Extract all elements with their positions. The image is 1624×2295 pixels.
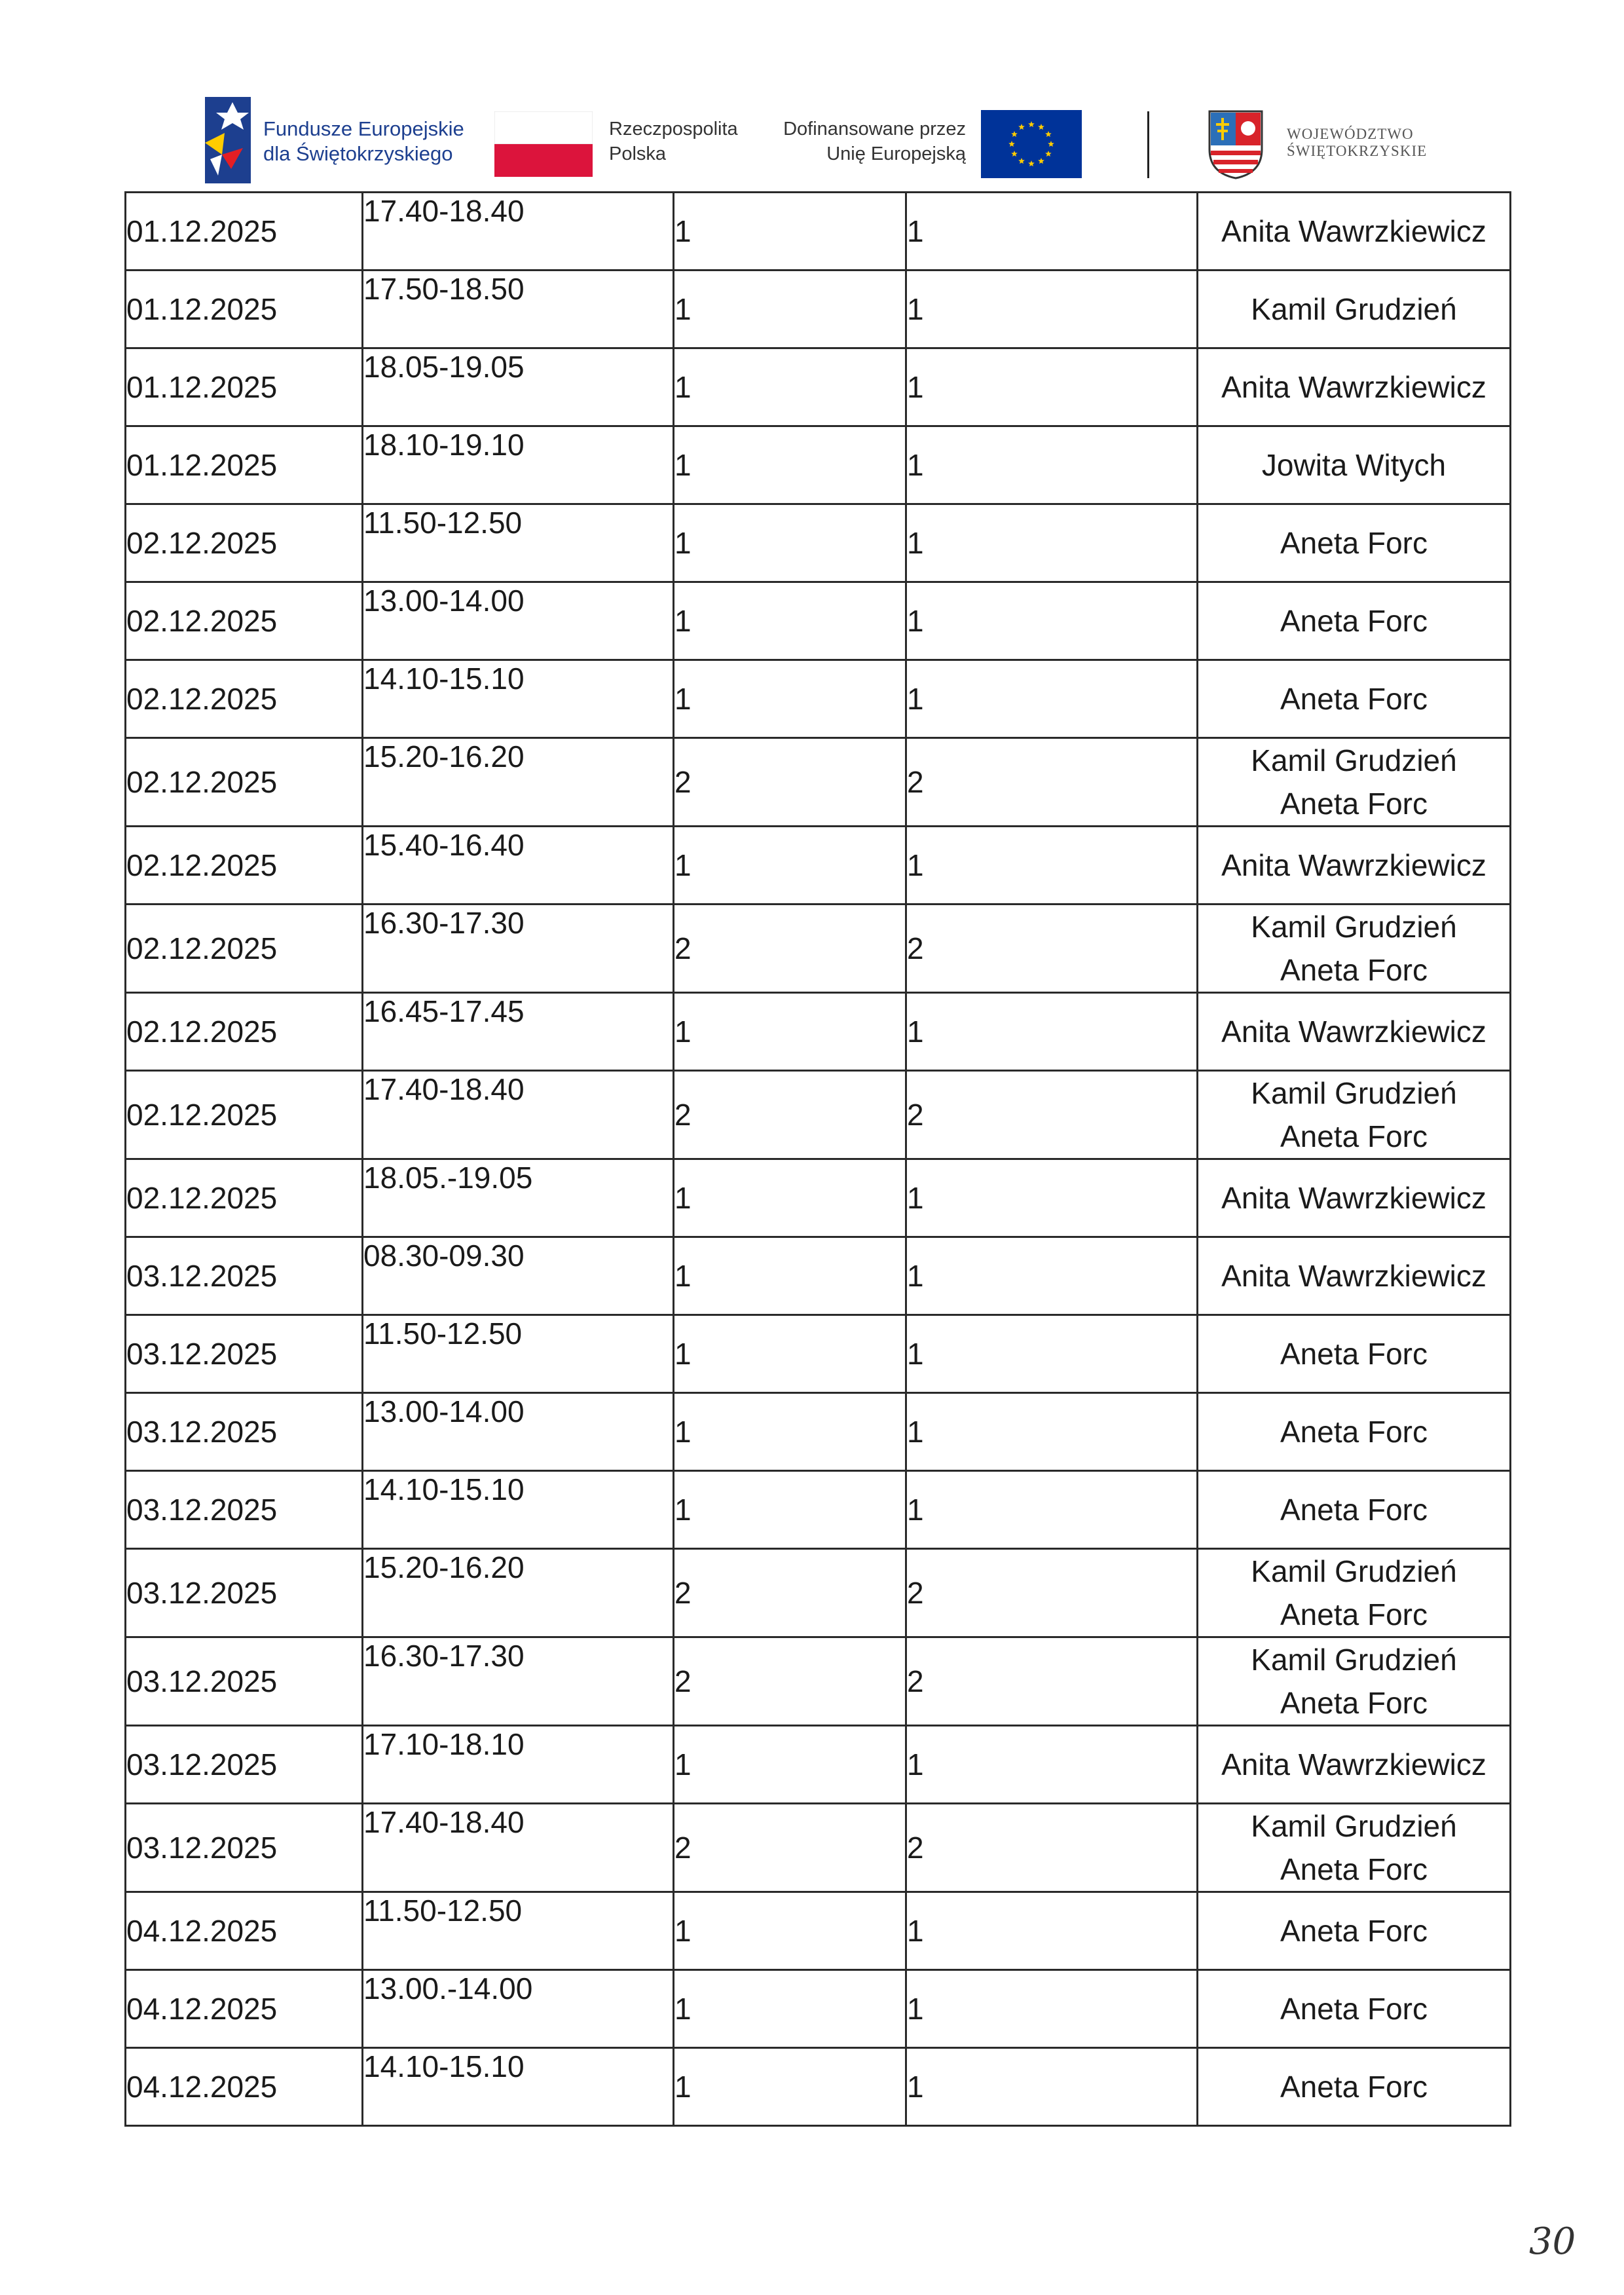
table-row xyxy=(126,1726,1511,1804)
count-a-cell: 1 xyxy=(674,193,906,271)
date-cell: 01.12.2025 xyxy=(126,193,363,271)
count-b-cell: 2 xyxy=(906,738,1198,827)
wojewodztwo-text xyxy=(1287,126,1427,160)
count-b-cell: 1 xyxy=(906,504,1198,582)
person-cell xyxy=(1198,1726,1511,1804)
count-a-cell: 1 xyxy=(674,582,906,660)
date-cell: 04.12.2025 xyxy=(126,1970,363,2048)
table-row xyxy=(126,1393,1511,1471)
count-a-cell: 1 xyxy=(674,1237,906,1315)
table-row xyxy=(126,2048,1511,2126)
person-name: Kamil Grudzień xyxy=(1251,292,1457,326)
person-cell xyxy=(1198,827,1511,905)
count-a-cell: 1 xyxy=(674,426,906,504)
count-b-cell: 1 xyxy=(906,1237,1198,1315)
time-cell: 11.50-12.50 xyxy=(363,1315,674,1393)
eu-line2: Unię Europejską xyxy=(826,143,966,164)
time-cell: 15.20-16.20 xyxy=(363,738,674,827)
person-cell xyxy=(1198,426,1511,504)
count-b-cell: 1 xyxy=(906,1726,1198,1804)
date-cell: 02.12.2025 xyxy=(126,1159,363,1237)
count-a-cell: 2 xyxy=(674,1549,906,1637)
table-row xyxy=(126,1549,1511,1637)
time-cell: 16.45-17.45 xyxy=(363,993,674,1071)
count-b-cell: 1 xyxy=(906,827,1198,905)
person-name: Aneta Forc xyxy=(1280,604,1428,638)
count-a-cell: 1 xyxy=(674,1726,906,1804)
date-cell: 02.12.2025 xyxy=(126,1071,363,1159)
page-number: 30 xyxy=(1529,2220,1576,2263)
count-a-cell: 2 xyxy=(674,905,906,993)
date-cell: 01.12.2025 xyxy=(126,271,363,348)
date-cell: 02.12.2025 xyxy=(126,582,363,660)
time-cell: 14.10-15.10 xyxy=(363,1471,674,1549)
time-cell: 13.00-14.00 xyxy=(363,582,674,660)
time-cell: 13.00-14.00 xyxy=(363,1393,674,1471)
count-b-cell: 1 xyxy=(906,348,1198,426)
person-cell xyxy=(1198,193,1511,271)
polish-flag-icon xyxy=(494,111,593,177)
person-name: Aneta Forc xyxy=(1280,1493,1428,1527)
count-a-cell: 2 xyxy=(674,1071,906,1159)
person-cell xyxy=(1198,1159,1511,1237)
count-b-cell: 2 xyxy=(906,1549,1198,1637)
date-cell: 03.12.2025 xyxy=(126,1393,363,1471)
person-name: Kamil Grudzień xyxy=(1251,1809,1457,1843)
count-a-cell: 2 xyxy=(674,738,906,827)
count-b-cell: 1 xyxy=(906,1471,1198,1549)
person-cell xyxy=(1198,504,1511,582)
time-cell: 13.00.-14.00 xyxy=(363,1970,674,2048)
person-name: Jowita Witych xyxy=(1261,448,1447,482)
schedule-table xyxy=(124,191,1511,2127)
count-b-cell: 1 xyxy=(906,1892,1198,1970)
count-b-cell: 2 xyxy=(906,1804,1198,1892)
person-cell xyxy=(1198,1970,1511,2048)
time-cell: 11.50-12.50 xyxy=(363,504,674,582)
fe-line2: dla Świętokrzyskiego xyxy=(263,142,453,165)
time-cell: 17.40-18.40 xyxy=(363,193,674,271)
person-name: Aneta Forc xyxy=(1280,1119,1428,1153)
time-cell: 08.30-09.30 xyxy=(363,1237,674,1315)
count-a-cell: 1 xyxy=(674,993,906,1071)
table-row xyxy=(126,1637,1511,1726)
person-name: Anita Wawrzkiewicz xyxy=(1221,1015,1486,1049)
person-cell xyxy=(1198,1892,1511,1970)
date-cell: 02.12.2025 xyxy=(126,827,363,905)
person-cell xyxy=(1198,1071,1511,1159)
eu-flag-icon xyxy=(981,110,1082,178)
schedule-rows xyxy=(126,193,1511,2126)
time-cell: 18.05-19.05 xyxy=(363,348,674,426)
table-row xyxy=(126,1804,1511,1892)
date-cell: 03.12.2025 xyxy=(126,1237,363,1315)
rzeczpospolita-text xyxy=(609,117,738,166)
time-cell: 16.30-17.30 xyxy=(363,1637,674,1726)
table-row xyxy=(126,1071,1511,1159)
person-name: Anita Wawrzkiewicz xyxy=(1221,1259,1486,1293)
person-cell xyxy=(1198,1471,1511,1549)
person-name: Kamil Grudzień xyxy=(1251,743,1457,777)
date-cell: 03.12.2025 xyxy=(126,1315,363,1393)
person-name: Kamil Grudzień xyxy=(1251,1643,1457,1677)
person-name: Aneta Forc xyxy=(1280,1686,1428,1720)
time-cell: 15.40-16.40 xyxy=(363,827,674,905)
count-b-cell: 1 xyxy=(906,1315,1198,1393)
date-cell: 02.12.2025 xyxy=(126,504,363,582)
count-a-cell: 1 xyxy=(674,660,906,738)
count-a-cell: 1 xyxy=(674,1970,906,2048)
count-b-cell: 1 xyxy=(906,2048,1198,2126)
count-a-cell: 1 xyxy=(674,1315,906,1393)
pl-line1: Rzeczpospolita xyxy=(609,119,738,140)
count-b-cell: 1 xyxy=(906,1970,1198,2048)
person-name: Aneta Forc xyxy=(1280,787,1428,821)
table-row xyxy=(126,1159,1511,1237)
person-cell xyxy=(1198,2048,1511,2126)
person-name: Anita Wawrzkiewicz xyxy=(1221,370,1486,404)
count-b-cell: 1 xyxy=(906,1159,1198,1237)
table-row xyxy=(126,582,1511,660)
voivodeship-crest-icon xyxy=(1208,110,1263,179)
count-b-cell: 1 xyxy=(906,582,1198,660)
time-cell: 17.40-18.40 xyxy=(363,1804,674,1892)
pl-line2: Polska xyxy=(609,143,667,164)
table-row xyxy=(126,905,1511,993)
count-b-cell: 2 xyxy=(906,1071,1198,1159)
table-row xyxy=(126,1315,1511,1393)
count-a-cell: 1 xyxy=(674,504,906,582)
person-cell xyxy=(1198,1315,1511,1393)
time-cell: 11.50-12.50 xyxy=(363,1892,674,1970)
person-name: Aneta Forc xyxy=(1280,1992,1428,2026)
header-logos xyxy=(0,0,1624,190)
person-cell xyxy=(1198,1393,1511,1471)
count-a-cell: 1 xyxy=(674,2048,906,2126)
table-row xyxy=(126,1892,1511,1970)
time-cell: 15.20-16.20 xyxy=(363,1549,674,1637)
table-row xyxy=(126,426,1511,504)
count-a-cell: 1 xyxy=(674,1159,906,1237)
date-cell: 04.12.2025 xyxy=(126,1892,363,1970)
date-cell: 03.12.2025 xyxy=(126,1637,363,1726)
count-a-cell: 2 xyxy=(674,1637,906,1726)
person-name: Aneta Forc xyxy=(1280,1415,1428,1449)
date-cell: 02.12.2025 xyxy=(126,905,363,993)
person-name: Aneta Forc xyxy=(1280,1597,1428,1632)
date-cell: 03.12.2025 xyxy=(126,1549,363,1637)
person-name: Kamil Grudzień xyxy=(1251,1076,1457,1110)
date-cell: 01.12.2025 xyxy=(126,348,363,426)
count-b-cell: 1 xyxy=(906,660,1198,738)
person-name: Anita Wawrzkiewicz xyxy=(1221,848,1486,882)
table-row xyxy=(126,1237,1511,1315)
table-row xyxy=(126,1471,1511,1549)
date-cell: 03.12.2025 xyxy=(126,1726,363,1804)
table-row xyxy=(126,193,1511,271)
time-cell: 17.50-18.50 xyxy=(363,271,674,348)
woj-line2: ŚWIĘTOKRZYSKIE xyxy=(1287,143,1428,159)
table-row xyxy=(126,1970,1511,2048)
date-cell: 01.12.2025 xyxy=(126,426,363,504)
count-b-cell: 1 xyxy=(906,271,1198,348)
time-cell: 16.30-17.30 xyxy=(363,905,674,993)
date-cell: 03.12.2025 xyxy=(126,1804,363,1892)
person-name: Anita Wawrzkiewicz xyxy=(1221,214,1486,248)
count-a-cell: 1 xyxy=(674,1393,906,1471)
count-b-cell: 1 xyxy=(906,993,1198,1071)
eu-funding-text xyxy=(760,117,966,166)
person-cell xyxy=(1198,738,1511,827)
table-row xyxy=(126,660,1511,738)
count-a-cell: 1 xyxy=(674,1892,906,1970)
person-cell xyxy=(1198,905,1511,993)
table-row xyxy=(126,348,1511,426)
date-cell: 02.12.2025 xyxy=(126,738,363,827)
fundusze-europejskie-logo-icon xyxy=(205,97,251,183)
person-cell xyxy=(1198,348,1511,426)
woj-line1: WOJEWÓDZTWO xyxy=(1287,126,1414,142)
date-cell: 03.12.2025 xyxy=(126,1471,363,1549)
person-name: Aneta Forc xyxy=(1280,1337,1428,1371)
count-a-cell: 1 xyxy=(674,1471,906,1549)
table-row xyxy=(126,827,1511,905)
person-cell xyxy=(1198,993,1511,1071)
person-cell xyxy=(1198,271,1511,348)
person-name: Aneta Forc xyxy=(1280,526,1428,560)
table-row xyxy=(126,271,1511,348)
count-a-cell: 1 xyxy=(674,348,906,426)
time-cell: 17.40-18.40 xyxy=(363,1071,674,1159)
count-a-cell: 2 xyxy=(674,1804,906,1892)
count-b-cell: 1 xyxy=(906,193,1198,271)
date-cell: 02.12.2025 xyxy=(126,660,363,738)
person-cell xyxy=(1198,1237,1511,1315)
fundusze-europejskie-text xyxy=(263,117,464,166)
person-name: Aneta Forc xyxy=(1280,1852,1428,1886)
time-cell: 14.10-15.10 xyxy=(363,660,674,738)
person-name: Aneta Forc xyxy=(1280,953,1428,987)
person-name: Anita Wawrzkiewicz xyxy=(1221,1747,1486,1782)
time-cell: 14.10-15.10 xyxy=(363,2048,674,2126)
person-cell xyxy=(1198,1804,1511,1892)
fe-line1: Fundusze Europejskie xyxy=(263,117,464,140)
person-cell xyxy=(1198,1549,1511,1637)
person-cell xyxy=(1198,582,1511,660)
table-row xyxy=(126,738,1511,827)
person-name: Aneta Forc xyxy=(1280,2070,1428,2104)
person-name: Kamil Grudzień xyxy=(1251,910,1457,944)
time-cell: 18.10-19.10 xyxy=(363,426,674,504)
date-cell: 02.12.2025 xyxy=(126,993,363,1071)
eu-line1: Dofinansowane przez xyxy=(783,119,966,140)
table-row xyxy=(126,504,1511,582)
time-cell: 17.10-18.10 xyxy=(363,1726,674,1804)
person-name: Aneta Forc xyxy=(1280,682,1428,716)
count-a-cell: 1 xyxy=(674,827,906,905)
count-b-cell: 2 xyxy=(906,1637,1198,1726)
header-divider xyxy=(1147,111,1149,178)
person-name: Kamil Grudzień xyxy=(1251,1554,1457,1588)
table-row xyxy=(126,993,1511,1071)
person-name: Aneta Forc xyxy=(1280,1914,1428,1948)
person-cell xyxy=(1198,1637,1511,1726)
count-b-cell: 2 xyxy=(906,905,1198,993)
person-cell xyxy=(1198,660,1511,738)
date-cell: 04.12.2025 xyxy=(126,2048,363,2126)
count-b-cell: 1 xyxy=(906,1393,1198,1471)
time-cell: 18.05.-19.05 xyxy=(363,1159,674,1237)
count-a-cell: 1 xyxy=(674,271,906,348)
count-b-cell: 1 xyxy=(906,426,1198,504)
person-name: Anita Wawrzkiewicz xyxy=(1221,1181,1486,1215)
